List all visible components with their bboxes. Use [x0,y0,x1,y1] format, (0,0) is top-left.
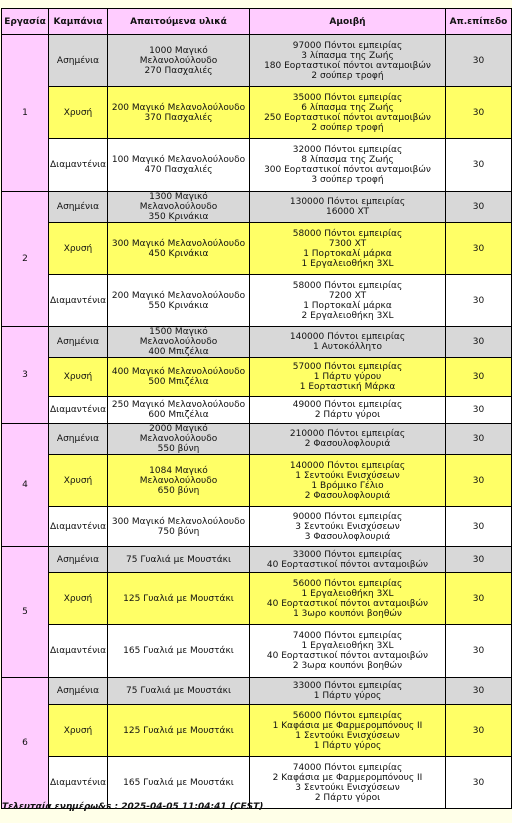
table-row [2,424,512,455]
material-line: 750 βύνη [157,526,200,537]
reward-line: 1 Εορταστική Μάρκα [299,382,396,392]
material-line: 400 Μαγικό Μελανολούλουδο [111,367,246,377]
material-line: 650 βύνη [157,485,200,496]
material-line: 200 Μαγικό Μελανολούλουδο [111,102,246,113]
reward-line: 74000 Πόντοι εμπειρίας [292,631,403,641]
level-cell: 30 [446,573,512,625]
table-row [2,547,512,573]
reward-line: 40 Εορταστικοί πόντοι ανταμοιβών [266,598,429,609]
level-cell: 30 [446,223,512,275]
materials-cell [108,358,250,397]
table-row [2,397,512,424]
material-line: 1000 Μαγικό Μελανολούλουδο [139,45,218,66]
table-row [2,705,512,757]
material-line: 350 Κρινάκια [148,212,209,222]
material-line: 100 Μαγικό Μελανολούλουδο [111,155,246,165]
reward-line: 3 σούπερ τροφή [311,175,384,185]
materials-cell [108,507,250,547]
reward-line: 1 Πορτοκαλί μάρκα [303,248,392,259]
materials-cell [108,35,250,87]
reward-line: 8 λίπασμα της Ζωής [301,155,394,165]
reward-cell [250,327,446,358]
material-line: 125 Γυαλιά με Μουστάκι [123,725,234,736]
campaign-cell: Ασημένια [49,547,108,573]
reward-cell [250,424,446,455]
level-cell: 30 [446,705,512,757]
materials-cell [108,87,250,139]
reward-line: 1 Εργαλειοθήκη 3XL [301,258,394,269]
material-line: 125 Γυαλιά με Μουστάκι [123,593,234,604]
reward-line: 3 λίπασμα της Ζωής [301,50,394,61]
reward-line: 2 σούπερ τροφή [311,70,384,81]
reward-line: 1 3ωρο κουπόνι βοηθών [293,608,402,619]
level-cell: 30 [446,358,512,397]
campaign-cell: Διαμαντένια [49,625,108,678]
campaign-cell: Ασημένια [49,192,108,223]
reward-cell [250,223,446,275]
campaign-cell: Διαμαντένια [49,275,108,327]
reward-line: 250 Εορταστικοί πόντοι ανταμοιβών [264,112,431,123]
reward-line: 3 Σεντούκι Ενισχύσεων [295,521,400,532]
table-row [2,139,512,192]
reward-line: 300 Εορταστικοί πόντοι ανταμοιβών [264,165,431,175]
level-cell: 30 [446,507,512,547]
materials-cell [108,275,250,327]
table-row [2,87,512,139]
level-cell: 30 [446,192,512,223]
table-row [2,275,512,327]
level-cell: 30 [446,35,512,87]
reward-cell [250,547,446,573]
materials-cell [108,139,250,192]
level-cell: 30 [446,625,512,678]
reward-line: 33000 Πόντοι εμπειρίας [292,549,403,560]
reward-line: 56000 Πόντοι εμπειρίας [292,710,403,721]
reward-line: 57000 Πόντοι εμπειρίας [292,362,403,372]
reward-cell [250,455,446,507]
reward-line: 1 Αυτοκόλλητο [313,342,382,352]
reward-line: 32000 Πόντοι εμπειρίας [292,145,403,155]
reward-line: 3 Φασουλοφλουριά [304,531,391,542]
campaign-cell: Χρυσή [49,455,108,507]
campaign-cell: Χρυσή [49,705,108,757]
campaign-cell: Ασημένια [49,678,108,705]
level-cell: 30 [446,547,512,573]
campaign-cell: Διαμαντένια [49,507,108,547]
table-row [2,192,512,223]
header-reward: Αμοιβή [250,9,446,35]
material-line: 370 Πασχαλιές [144,112,213,123]
reward-line: 2 Πάρτυ γύροι [314,792,381,803]
reward-line: 140000 Πόντοι εμπειρίας [289,460,406,471]
reward-line: 1 Πάρτυ γύρου [313,372,382,382]
reward-line: 1 Εργαλειοθήκη 3XL [301,641,394,651]
campaign-cell: Χρυσή [49,87,108,139]
reward-cell [250,397,446,424]
reward-line: 2 Πάρτυ γύροι [314,410,381,420]
reward-line: 130000 Πόντοι εμπειρίας [289,197,406,207]
reward-line: 58000 Πόντοι εμπειρίας [292,280,403,291]
task-number: 6 [2,678,49,809]
reward-line: 1 Καφάσια με Φαρμερομπόνους II [272,720,423,731]
level-cell: 30 [446,275,512,327]
header-level: Απ.επίπεδο [446,9,512,35]
last-updated-footer: Τελευταία ενημέρω&s : 2025-04-05 11:04:41 (CEST) [2,802,264,812]
material-line: 1300 Μαγικό Μελανολούλουδο [139,192,218,212]
reward-line: 74000 Πόντοι εμπειρίας [292,762,403,773]
reward-cell [250,507,446,547]
material-line: 500 Μπιζέλια [148,377,209,387]
task-number: 2 [2,192,49,327]
reward-line: 16000 XT [326,207,369,217]
material-line: 2000 Μαγικό Μελανολούλουδο [139,424,218,444]
level-cell: 30 [446,757,512,809]
task-number: 4 [2,424,49,547]
task-number: 3 [2,327,49,424]
reward-line: 35000 Πόντοι εμπειρίας [292,92,403,103]
reward-line: 90000 Πόντοι εμπειρίας [292,511,403,522]
reward-line: 40 Εορταστικοί πόντοι ανταμοιβών [266,651,429,661]
reward-line: 210000 Πόντοι εμπειρίας [289,429,406,439]
campaign-cell: Διαμαντένια [49,139,108,192]
reward-line: 49000 Πόντοι εμπειρίας [292,400,403,410]
campaign-cell: Ασημένια [49,327,108,358]
level-cell: 30 [446,455,512,507]
reward-line: 3 Σεντούκι Ενισχύσεων [295,782,400,793]
material-line: 270 Πασχαλιές [144,65,213,76]
campaign-cell: Χρυσή [49,223,108,275]
header-row [2,9,512,35]
table-body [2,35,512,809]
material-line: 550 βύνη [157,444,200,454]
materials-cell [108,547,250,573]
material-line: 75 Γυαλιά με Μουστάκι [126,554,231,565]
reward-line: 1 Σεντούκι Ενισχύσεων [295,730,400,741]
reward-line: 7300 XT [328,238,367,249]
materials-cell [108,192,250,223]
task-number: 1 [2,35,49,192]
reward-line: 2 Εργαλειοθήκη 3XL [301,310,394,321]
table-row [2,35,512,87]
level-cell: 30 [446,397,512,424]
campaign-cell: Διαμαντένια [49,397,108,424]
task-number: 5 [2,547,49,678]
materials-cell [108,625,250,678]
reward-line: 1 Σεντούκι Ενισχύσεων [295,470,400,481]
reward-cell [250,678,446,705]
reward-cell [250,573,446,625]
table-row [2,358,512,397]
level-cell: 30 [446,678,512,705]
material-line: 1084 Μαγικό Μελανολούλουδο [139,465,218,486]
material-line: 300 Μαγικό Μελανολούλουδο [111,516,246,527]
material-line: 450 Κρινάκια [148,248,209,259]
table-row [2,223,512,275]
reward-line: 2 3ωρα κουπόνι βοηθών [292,661,403,671]
reward-cell [250,757,446,809]
table-row [2,757,512,809]
campaign-cell: Ασημένια [49,35,108,87]
campaign-cell: Χρυσή [49,573,108,625]
material-line: 165 Γυαλιά με Μουστάκι [123,777,234,788]
reward-cell [250,358,446,397]
reward-line: 1 Πορτοκαλί μάρκα [303,300,392,311]
reward-cell [250,139,446,192]
material-line: 550 Κρινάκια [148,300,209,311]
materials-cell [108,455,250,507]
material-line: 165 Γυαλιά με Μουστάκι [123,646,234,656]
material-line: 300 Μαγικό Μελανολούλουδο [111,238,246,249]
header-task: Εργασία [2,9,49,35]
reward-line: 1 Εργαλειοθήκη 3XL [301,588,394,599]
level-cell: 30 [446,87,512,139]
materials-cell [108,678,250,705]
reward-cell [250,87,446,139]
reward-cell [250,275,446,327]
reward-cell [250,705,446,757]
reward-line: 40 Εορταστικοί πόντοι ανταμοιβών [266,559,429,570]
materials-cell [108,424,250,455]
campaign-cell: Ασημένια [49,424,108,455]
materials-cell [108,223,250,275]
reward-line: 6 λίπασμα της Ζωής [301,102,394,113]
reward-cell [250,625,446,678]
reward-line: 56000 Πόντοι εμπειρίας [292,578,403,589]
reward-line: 1 Βρόμικο Γέλιο [311,480,384,491]
reward-line: 1 Πάρτυ γύρος [313,691,382,701]
campaign-cell: Χρυσή [49,358,108,397]
reward-line: 1 Πάρτυ γύρος [313,740,382,751]
header-materials: Απαιτούμενα υλικά [108,9,250,35]
reward-line: 2 Φασουλοφλουριά [304,490,391,501]
reward-line: 2 Καφάσια με Φαρμερομπόνους II [272,772,423,783]
reward-line: 2 Φασουλοφλουριά [304,439,391,449]
material-line: 400 Μπιζέλια [148,347,209,357]
reward-line: 2 σούπερ τροφή [311,122,384,133]
table-row [2,573,512,625]
table-row [2,507,512,547]
reward-cell [250,35,446,87]
level-cell: 30 [446,327,512,358]
header-campaign: Καμπάνια [49,9,108,35]
tasks-table [1,8,512,809]
material-line: 250 Μαγικό Μελανολούλουδο [111,400,246,410]
level-cell: 30 [446,424,512,455]
table-row [2,327,512,358]
reward-line: 97000 Πόντοι εμπειρίας [292,40,403,51]
material-line: 600 Μπιζέλια [148,410,209,420]
reward-cell [250,192,446,223]
reward-line: 33000 Πόντοι εμπειρίας [292,681,403,691]
materials-cell [108,573,250,625]
materials-cell [108,397,250,424]
reward-line: 7200 XT [328,290,367,301]
reward-line: 140000 Πόντοι εμπειρίας [289,332,406,342]
level-cell: 30 [446,139,512,192]
materials-cell [108,757,250,809]
material-line: 200 Μαγικό Μελανολούλουδο [111,290,246,301]
reward-line: 180 Εορταστικοί πόντοι ανταμοιβών [264,60,431,71]
table-row [2,625,512,678]
material-line: 75 Γυαλιά με Μουστάκι [126,686,231,696]
material-line: 470 Πασχαλιές [144,165,213,175]
material-line: 1500 Μαγικό Μελανολούλουδο [139,327,218,347]
materials-cell [108,705,250,757]
materials-cell [108,327,250,358]
table-row [2,455,512,507]
campaign-cell: Διαμαντένια [49,757,108,809]
table-row [2,678,512,705]
reward-line: 58000 Πόντοι εμπειρίας [292,228,403,239]
